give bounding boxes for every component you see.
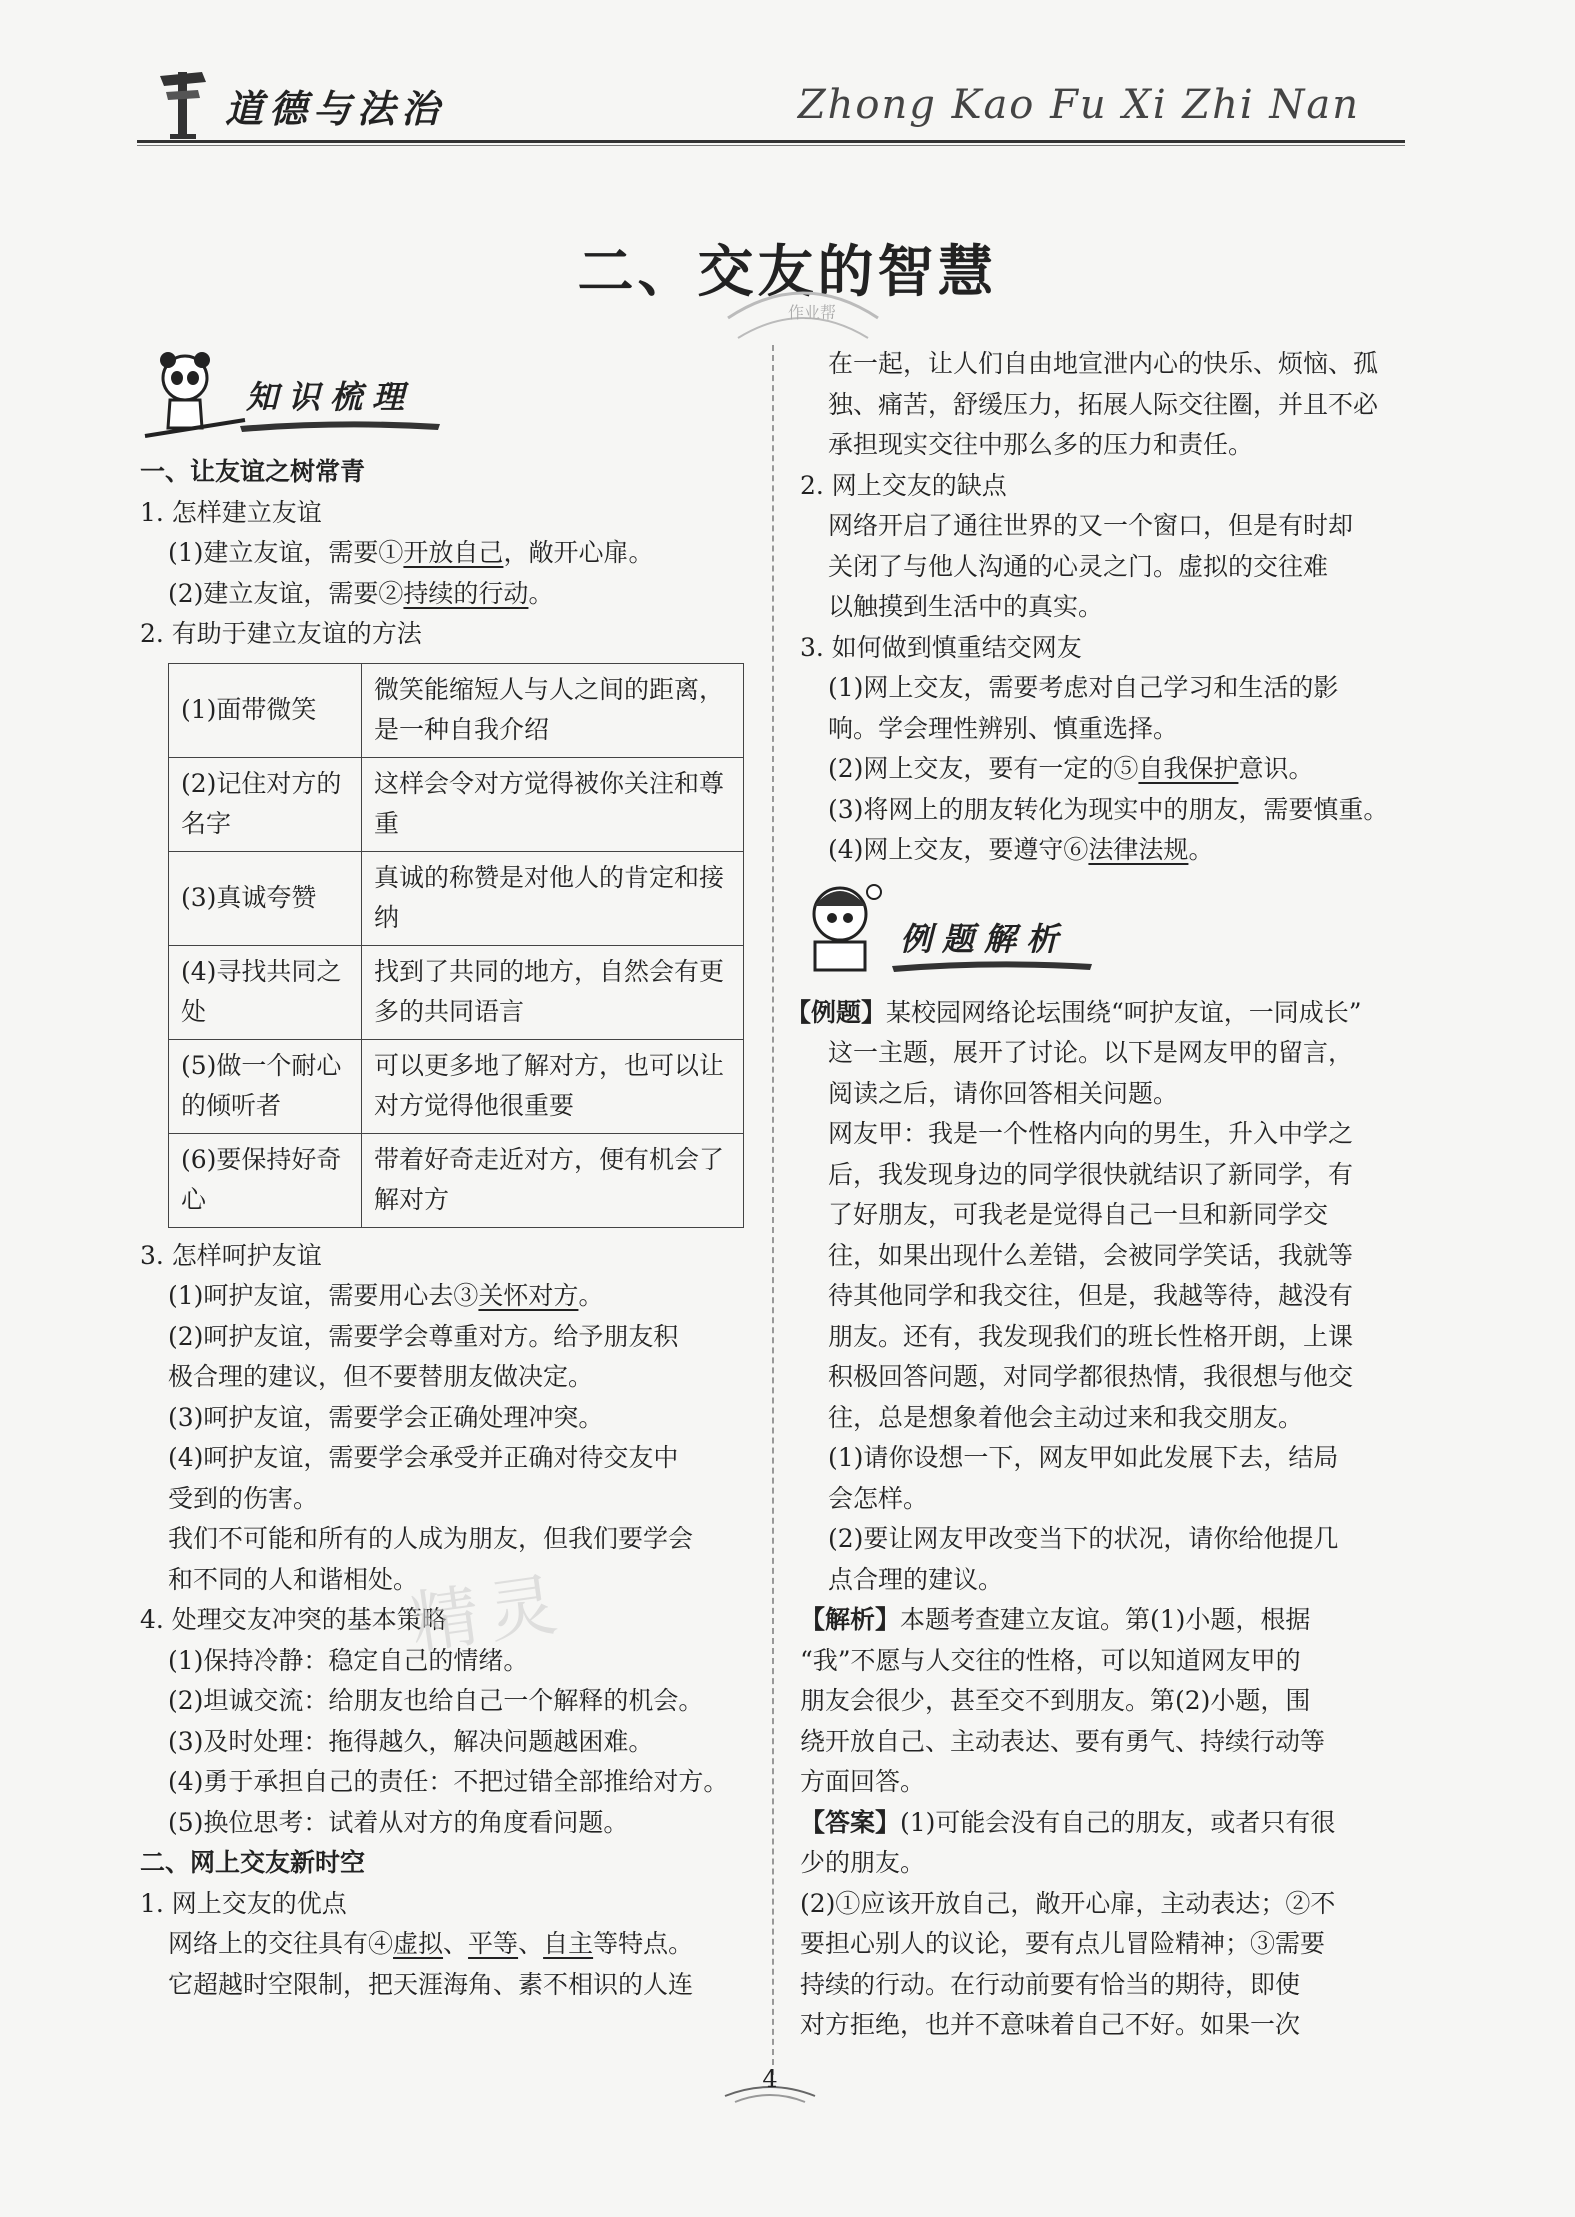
answer-line: 它超越时空限制，把天涯海角、素不相识的人连: [168, 1969, 694, 1999]
answer-line: [800, 1803, 1410, 1844]
method-cell: (6)要保持好奇心: [169, 1133, 362, 1227]
right-column: [786, 344, 1410, 2046]
stamp-text: 作业帮: [788, 303, 837, 322]
answer-line: (2)呵护友谊，需要学会尊重对方。给予朋友积: [168, 1321, 679, 1351]
example-line: [786, 993, 1410, 1034]
left-column: [140, 452, 752, 2005]
message-line: 朋友。还有，我发现我们的班长性格开朗，上课: [828, 1321, 1354, 1351]
answer-tag: 【答案】: [800, 1807, 901, 1837]
desc-cell: 这样会令对方觉得被你关注和尊重: [362, 757, 744, 851]
body-line: 承担现实交往中那么多的压力和责任。: [828, 430, 1254, 459]
text: 等特点。: [593, 1929, 694, 1958]
message-line: 待其他同学和我交往，但是，我越等待，越没有: [828, 1281, 1354, 1310]
answer-line: (3)将网上的朋友转化为现实中的朋友，需要慎重。: [828, 794, 1389, 824]
analysis-line: 朋友会很少，甚至交不到朋友。第(2)小题，围: [800, 1686, 1311, 1715]
example-line: 这一主题，展开了讨论。以下是网友甲的留言，: [828, 1038, 1354, 1067]
body-line: 以触摸到生活中的真实。: [828, 592, 1104, 621]
text: 某校园网络论坛围绕“呵护友谊，一同成长”: [886, 997, 1362, 1027]
text: ，敞开心扉。: [503, 538, 654, 567]
question-heading: 1. 怎样建立友谊: [140, 497, 322, 527]
table-row: [169, 851, 744, 945]
analysis-line: “我”不愿与人交往的性格，可以知道网友甲的: [800, 1645, 1301, 1675]
question-heading: 3. 如何做到慎重结交网友: [800, 632, 1082, 662]
question-heading: 4. 处理交友冲突的基本策略: [140, 1605, 447, 1634]
desc-cell: 真诚的称赞是对他人的肯定和接纳: [362, 851, 744, 945]
question-heading: 1. 网上交友的优点: [140, 1888, 347, 1918]
analysis-line: [800, 1600, 1410, 1641]
header-english-title: Zhong Kao Fu Xi Zhi Nan: [797, 82, 1360, 128]
analysis-tag: 【解析】: [800, 1605, 901, 1634]
watermark-text: 精灵: [406, 1564, 572, 1665]
knowledge-banner: [140, 350, 440, 440]
message-line: 了好朋友，可我老是觉得自己一旦和新同学交: [828, 1200, 1329, 1229]
answer-line: (2)坦诚交流：给朋友也给自己一个解释的机会。: [168, 1686, 704, 1715]
text: 。: [1188, 835, 1214, 864]
header-rule: [137, 140, 1405, 143]
note-line: 我们不可能和所有的人成为朋友，但我们要学会: [168, 1524, 694, 1553]
answer-line: [800, 749, 1410, 790]
section-heading: 二、网上交友新时空: [140, 1848, 366, 1877]
answer-line: (5)换位思考：试着从对方的角度看问题。: [168, 1807, 629, 1837]
brush-stroke-icon: [240, 418, 440, 432]
answer-line: 少的朋友。: [800, 1848, 926, 1877]
question-line: (1)请你设想一下，网友甲如此发展下去，结局: [828, 1443, 1339, 1472]
example-banner-label: 例题解析: [900, 920, 1069, 958]
message-line: 积极回答问题，对同学都很热情，我很想与他交: [828, 1362, 1354, 1391]
answer-line: 响。学会理性辨别、慎重选择。: [828, 713, 1179, 743]
fill-answer: 关怀对方: [478, 1281, 579, 1310]
panda-mascot-icon: [140, 350, 250, 440]
answer-line: 持续的行动。在行动前要有恰当的期待，即使: [800, 1969, 1301, 1999]
message-line: 后，我发现身边的同学很快就结识了新同学，有: [828, 1159, 1354, 1189]
answer-line: [140, 1276, 752, 1317]
body-line: 网络开启了通往世界的又一个窗口，但是有时却: [828, 511, 1354, 540]
desc-cell: 找到了共同的地方，自然会有更多的共同语言: [362, 945, 744, 1039]
method-cell: (4)寻找共同之处: [169, 945, 362, 1039]
question-line: 点合理的建议。: [828, 1564, 1004, 1594]
section-heading: 一、让友谊之树常青: [140, 457, 366, 486]
body-line: 在一起，让人们自由地宣泄内心的快乐、烦恼、孤: [828, 349, 1379, 378]
text: (1)呵护友谊，需要用心去③: [168, 1281, 479, 1310]
text: (2)网上交友，要有一定的⑤: [828, 754, 1139, 783]
answer-line: (4)勇于承担自己的责任：不把过错全部推给对方。: [168, 1767, 729, 1796]
message-line: 往，总是想象着他会主动过来和我交朋友。: [828, 1402, 1304, 1432]
message-line: 网友甲：我是一个性格内向的男生，升入中学之: [828, 1119, 1354, 1148]
answer-line: (4)呵护友谊，需要学会承受并正确对待交友中: [168, 1443, 679, 1472]
answer-line: (1)保持冷静：稳定自己的情绪。: [168, 1645, 529, 1675]
text: (2)建立友谊，需要②: [168, 578, 404, 608]
column-divider: [772, 345, 774, 2075]
page-number: 4: [762, 2065, 778, 2093]
answer-line: [140, 574, 752, 615]
desc-cell: 可以更多地了解对方，也可以让对方觉得他很重要: [362, 1039, 744, 1133]
answer-line: 要担心别人的议论，要有点儿冒险精神；③需要: [800, 1929, 1326, 1958]
text: (4)网上交友，要遵守⑥: [828, 835, 1089, 864]
banner-spacer: [800, 871, 1410, 993]
body-line: 独、痛苦，舒缓压力，拓展人际交往圈，并且不必: [828, 389, 1379, 419]
header-subject: 道德与法治: [225, 86, 446, 131]
table-row: [169, 945, 744, 1039]
fill-answer: 自主: [543, 1929, 594, 1958]
fill-answer: 平等: [468, 1929, 519, 1958]
text: (1)建立友谊，需要①: [168, 538, 404, 567]
fill-answer: 虚拟: [393, 1929, 444, 1958]
table-row: [169, 1039, 744, 1133]
method-cell: (2)记住对方的名字: [169, 757, 362, 851]
text: (1)可能会没有自己的朋友，或者只有很: [900, 1807, 1336, 1837]
message-line: 往，如果出现什么差错，会被同学笑话，我就等: [828, 1240, 1354, 1270]
desc-cell: 微笑能缩短人与人之间的距离，是一种自我介绍: [362, 663, 744, 757]
method-cell: (1)面带微笑: [169, 663, 362, 757]
desc-cell: 带着好奇走近对方，便有机会了解对方: [362, 1133, 744, 1227]
page-title: 二、交友的智慧: [577, 240, 998, 305]
question-heading: 2. 有助于建立友谊的方法: [140, 619, 422, 648]
body-line: 关闭了与他人沟通的心灵之门。虚拟的交往难: [828, 551, 1329, 581]
answer-line: (3)及时处理：拖得越久，解决问题越困难。: [168, 1726, 654, 1756]
text: 。: [578, 1281, 604, 1310]
text: 。: [528, 578, 554, 608]
table-row: [169, 663, 744, 757]
answer-line: (3)呵护友谊，需要学会正确处理冲突。: [168, 1402, 604, 1432]
methods-table: [168, 663, 744, 1228]
question-line: 会怎样。: [828, 1483, 929, 1513]
answer-line: [800, 830, 1410, 871]
text: 本题考查建立友谊。第(1)小题，根据: [900, 1605, 1311, 1634]
knowledge-banner-label: 知识梳理: [246, 378, 415, 416]
question-heading: 2. 网上交友的缺点: [800, 470, 1007, 500]
header-rule-thin: [137, 145, 1405, 146]
method-cell: (5)做一个耐心的倾听者: [169, 1039, 362, 1133]
signpost-icon: [158, 62, 208, 140]
fill-answer: 持续的行动: [403, 578, 529, 608]
method-cell: (3)真诚夸赞: [169, 851, 362, 945]
answer-line: [140, 1924, 752, 1965]
question-heading: 3. 怎样呵护友谊: [140, 1240, 322, 1270]
text: 、: [518, 1929, 544, 1958]
answer-line: 对方拒绝，也并不意味着自己不好。如果一次: [800, 2010, 1301, 2039]
fill-answer: 法律法规: [1088, 835, 1189, 864]
fill-answer: 开放自己: [403, 538, 504, 567]
answer-line: 极合理的建议，但不要替朋友做决定。: [168, 1362, 594, 1391]
example-line: 阅读之后，请你回答相关问题。: [828, 1078, 1179, 1108]
analysis-line: 绕开放自己、主动表达、要有勇气、持续行动等: [800, 1726, 1326, 1756]
example-tag: 【例题】: [786, 997, 887, 1027]
question-line: (2)要让网友甲改变当下的状况，请你给他提几: [828, 1524, 1339, 1553]
table-row: [169, 1133, 744, 1227]
answer-line: (2)①应该开放自己，敞开心扉，主动表达；②不: [800, 1888, 1336, 1918]
answer-line: (1)网上交友，需要考虑对自己学习和生活的影: [828, 673, 1339, 702]
answer-line: 受到的伤害。: [168, 1483, 319, 1513]
table-row: [169, 757, 744, 851]
answer-line: [140, 533, 752, 574]
text: 意识。: [1238, 754, 1314, 783]
note-line: 和不同的人和谐相处。: [168, 1564, 419, 1594]
analysis-line: 方面回答。: [800, 1767, 926, 1796]
text: 、: [443, 1929, 469, 1958]
fill-answer: 自我保护: [1138, 754, 1239, 783]
text: 网络上的交往具有④: [168, 1929, 394, 1958]
